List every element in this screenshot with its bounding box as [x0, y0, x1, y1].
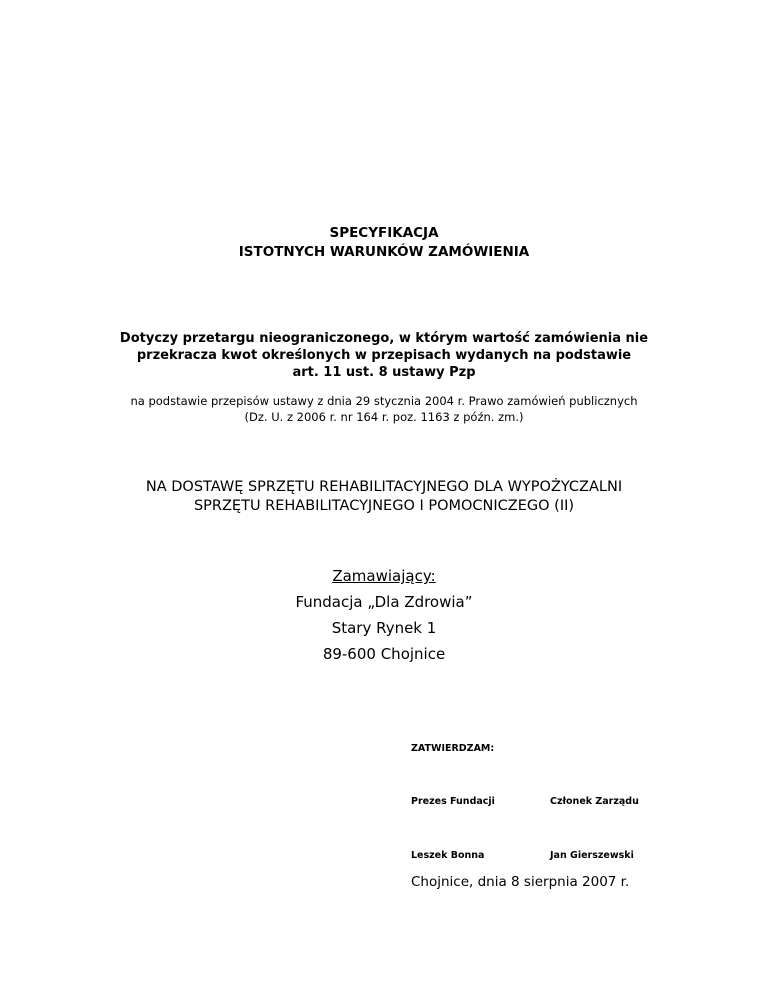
place-and-date: Chojnice, dnia 8 sierpnia 2007 r. — [411, 874, 630, 890]
client-label: Zamawiający: — [332, 567, 436, 585]
title-line-1: SPECYFIKACJA — [329, 225, 439, 241]
document-title — [0, 224, 768, 262]
subject-line-2: przekracza kwot określonych w przepisach wydanych na podstawie — [136, 348, 632, 363]
tender-subject — [0, 330, 768, 381]
contracting-authority — [0, 563, 768, 667]
signatory-role-1: Prezes Fundacji — [411, 796, 495, 807]
approval-heading: ZATWIERDZAM: — [411, 743, 495, 754]
subject-line-3: art. 11 ust. 8 ustawy Pzp — [292, 365, 476, 380]
legal-basis-line-1: na podstawie przepisów ustawy z dnia 29 stycznia 2004 r. Prawo zamówień publicznych — [130, 394, 638, 408]
title-line-2: ISTOTNYCH WARUNKÓW ZAMÓWIENIA — [238, 244, 530, 260]
legal-basis-line-2: (Dz. U. z 2006 r. nr 164 r. poz. 1163 z późn. zm.) — [244, 410, 524, 424]
order-line-2: SPRZĘTU REHABILITACYJNEGO I POMOCNICZEGO (II) — [193, 498, 575, 514]
client-street: Stary Rynek 1 — [331, 619, 437, 637]
subject-line-1: Dotyczy przetargu nieograniczonego, w którym wartość zamówienia nie — [119, 331, 649, 346]
signatory-role-2: Członek Zarządu — [550, 796, 639, 807]
order-subject — [0, 478, 768, 516]
client-city: 89-600 Chojnice — [322, 645, 446, 663]
client-name: Fundacja „Dla Zdrowia” — [295, 593, 473, 611]
legal-basis — [0, 393, 768, 425]
order-line-1: NA DOSTAWĘ SPRZĘTU REHABILITACYJNEGO DLA WYPOŻYCZALNI — [145, 479, 623, 495]
signatory-name-2: Jan Gierszewski — [550, 850, 634, 861]
signatory-name-1: Leszek Bonna — [411, 850, 485, 861]
